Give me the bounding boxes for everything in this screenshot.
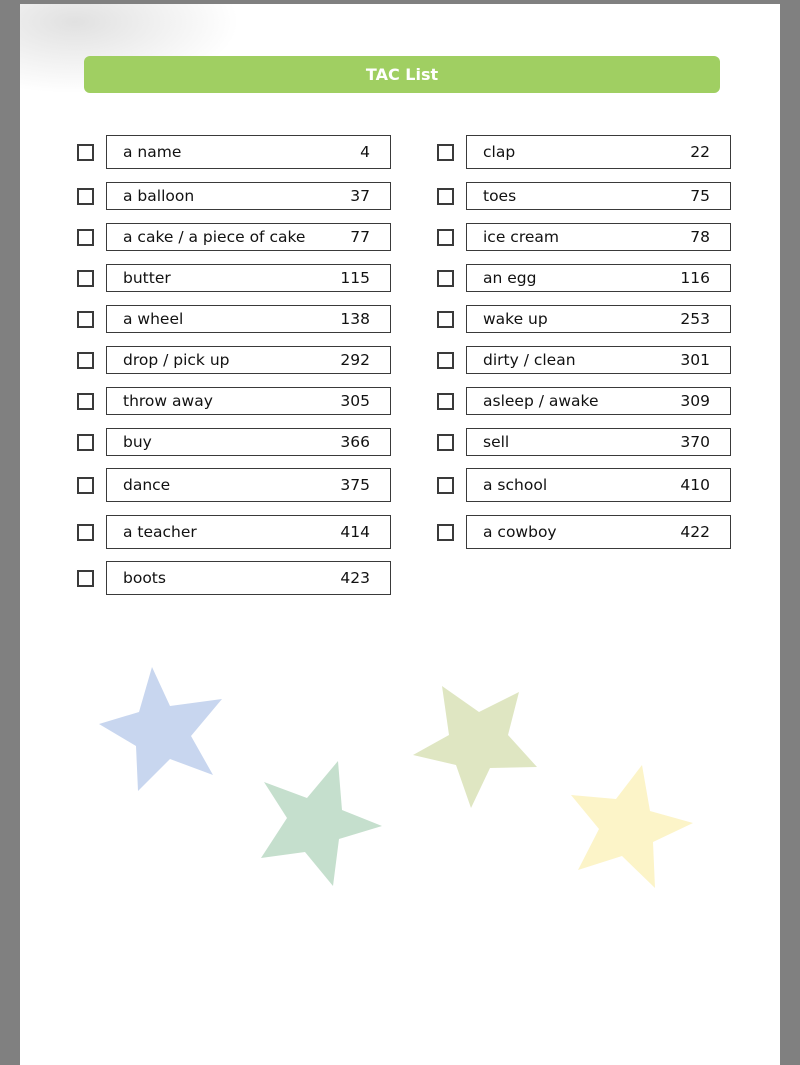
item-label: a school xyxy=(483,476,548,494)
item-label: wake up xyxy=(483,310,548,328)
item-number: 410 xyxy=(680,476,710,494)
item-label: toes xyxy=(483,187,517,205)
item-box xyxy=(106,515,391,549)
item-box xyxy=(106,346,391,374)
checkbox[interactable] xyxy=(77,229,94,246)
item-label: a name xyxy=(123,143,182,161)
item-number: 292 xyxy=(340,351,370,369)
item-number: 138 xyxy=(340,310,370,328)
item-box xyxy=(466,387,731,415)
checkbox[interactable] xyxy=(437,524,454,541)
item-label: asleep / awake xyxy=(483,392,599,410)
item-label: buy xyxy=(123,433,152,451)
item-box xyxy=(466,468,731,502)
checkbox[interactable] xyxy=(77,352,94,369)
checkbox[interactable] xyxy=(437,188,454,205)
item-box xyxy=(466,428,731,456)
checkbox[interactable] xyxy=(77,393,94,410)
item-number: 422 xyxy=(680,523,710,541)
checkbox[interactable] xyxy=(437,270,454,287)
item-number: 414 xyxy=(340,523,370,541)
item-number: 375 xyxy=(340,476,370,494)
item-number: 77 xyxy=(350,228,370,246)
item-box xyxy=(106,223,391,251)
item-number: 4 xyxy=(360,143,370,161)
checkbox[interactable] xyxy=(77,434,94,451)
item-label: a cake / a piece of cake xyxy=(123,228,306,246)
checkbox[interactable] xyxy=(77,311,94,328)
item-box xyxy=(466,135,731,169)
item-number: 309 xyxy=(680,392,710,410)
checkbox[interactable] xyxy=(77,570,94,587)
item-number: 116 xyxy=(680,269,710,287)
item-box xyxy=(106,387,391,415)
item-label: dance xyxy=(123,476,171,494)
checkbox[interactable] xyxy=(77,144,94,161)
item-label: boots xyxy=(123,569,166,587)
item-label: butter xyxy=(123,269,171,287)
item-number: 22 xyxy=(690,143,710,161)
item-number: 115 xyxy=(340,269,370,287)
item-number: 253 xyxy=(680,310,710,328)
checkbox[interactable] xyxy=(77,477,94,494)
page-title: TAC List xyxy=(365,65,439,84)
item-box xyxy=(106,561,391,595)
item-box xyxy=(466,515,731,549)
item-number: 75 xyxy=(690,187,710,205)
checkbox[interactable] xyxy=(437,144,454,161)
item-box xyxy=(466,305,731,333)
title-banner xyxy=(84,56,720,93)
checkbox[interactable] xyxy=(77,270,94,287)
item-box xyxy=(106,135,391,169)
checkbox[interactable] xyxy=(437,352,454,369)
item-label: a wheel xyxy=(123,310,184,328)
item-label: clap xyxy=(483,143,516,161)
item-number: 305 xyxy=(340,392,370,410)
item-box xyxy=(106,182,391,210)
checkbox[interactable] xyxy=(437,393,454,410)
item-box xyxy=(466,182,731,210)
item-label: sell xyxy=(483,433,510,451)
checkbox[interactable] xyxy=(437,434,454,451)
item-label: throw away xyxy=(123,392,213,410)
item-label: dirty / clean xyxy=(483,351,576,369)
item-box xyxy=(106,468,391,502)
item-box xyxy=(466,223,731,251)
item-label: a balloon xyxy=(123,187,195,205)
item-box xyxy=(466,264,731,292)
item-label: drop / pick up xyxy=(123,351,230,369)
checkbox[interactable] xyxy=(437,229,454,246)
item-number: 301 xyxy=(680,351,710,369)
checkbox[interactable] xyxy=(437,311,454,328)
item-number: 423 xyxy=(340,569,370,587)
checkbox[interactable] xyxy=(437,477,454,494)
item-label: a cowboy xyxy=(483,523,557,541)
item-box xyxy=(106,264,391,292)
item-number: 78 xyxy=(690,228,710,246)
item-box xyxy=(106,428,391,456)
checkbox[interactable] xyxy=(77,524,94,541)
item-number: 37 xyxy=(350,187,370,205)
item-box xyxy=(106,305,391,333)
item-label: ice cream xyxy=(483,228,559,246)
checkbox[interactable] xyxy=(77,188,94,205)
item-box xyxy=(466,346,731,374)
item-label: an egg xyxy=(483,269,537,287)
item-label: a teacher xyxy=(123,523,197,541)
item-number: 366 xyxy=(340,433,370,451)
item-number: 370 xyxy=(680,433,710,451)
